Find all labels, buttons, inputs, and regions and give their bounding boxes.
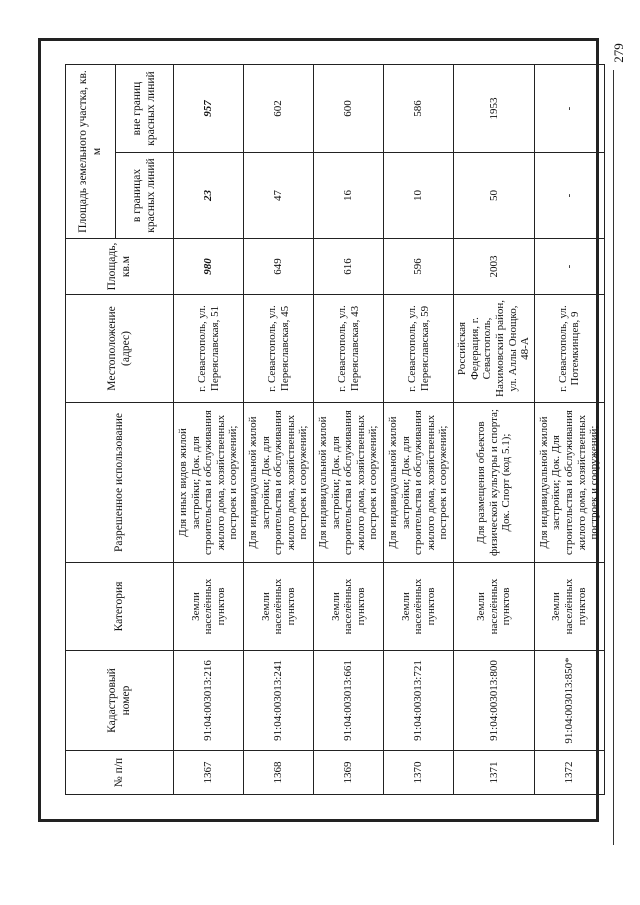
cell-category: Земли населённых пунктов (534, 563, 604, 651)
cell-area: 2003 (454, 239, 535, 295)
cell-category: Земли населённых пунктов (174, 563, 244, 651)
cell-num: 1368 (244, 751, 314, 795)
cell-area: 649 (244, 239, 314, 295)
cell-outside: 586 (384, 65, 454, 153)
cell-use: Для размещения объектов физической культуры и спорта; Док. Спорт (код 5.1); (454, 403, 535, 563)
cell-location: г. Севастополь, ул. Потемкинцев, 9 (534, 295, 604, 403)
cell-cadastral: 91:04:003013:800 (454, 651, 535, 751)
page-number: 279 (611, 43, 626, 63)
cell-outside: 600 (314, 65, 384, 153)
cell-use: Для индивидуальной жилой застройки; Док. Для строительства и обслуживания жилого дома, хозяйственных построек и сооружений; (534, 403, 604, 563)
right-margin-rule (613, 70, 614, 845)
cell-outside: - (534, 65, 604, 153)
cell-inside: 50 (454, 153, 535, 239)
cell-category: Земли населённых пунктов (314, 563, 384, 651)
cell-outside: 602 (244, 65, 314, 153)
cell-num: 1369 (314, 751, 384, 795)
cell-location: Российская Федерация, г. Севастополь, Нахимовский район, ул. Аллы Онощко, 48-А (454, 295, 535, 403)
cell-area: 980 (174, 239, 244, 295)
cell-area: 616 (314, 239, 384, 295)
header-category: Категория (66, 563, 174, 651)
header-inside: в границах красных линий (116, 153, 174, 239)
header-cadastral: Кадастровый номер (66, 651, 174, 751)
table-row (314, 65, 384, 795)
header-outside: вне границ красных линий (116, 65, 174, 153)
header-area: Площадь, кв.м (66, 239, 174, 295)
cell-use: Для индивидуальной жилой застройки; Док. для строительства и обслуживания жилого дома, хозяйственных построек и сооружений; (314, 403, 384, 563)
cell-num: 1372 (534, 751, 604, 795)
cell-cadastral: 91:04:003013:241 (244, 651, 314, 751)
cell-inside: 23 (174, 153, 244, 239)
table-row (384, 65, 454, 795)
cell-category: Земли населённых пунктов (384, 563, 454, 651)
cell-use: Для индивидуальной жилой застройки; Док. для строительства и обслуживания жилого дома, хозяйственных построек и сооружений; (244, 403, 314, 563)
cell-num: 1371 (454, 751, 535, 795)
land-plots-table (65, 64, 605, 795)
cell-cadastral: 91:04:003013:661 (314, 651, 384, 751)
cell-cadastral: 91:04:003013:850* (534, 651, 604, 751)
cell-inside: - (534, 153, 604, 239)
cell-location: г. Севастополь, ул. Переяславская, 43 (314, 295, 384, 403)
cell-inside: 16 (314, 153, 384, 239)
header-permitted-use: Разрешенное использование (66, 403, 174, 563)
header-plot-area: Площадь земельного участка, кв. м (66, 65, 116, 239)
cell-cadastral: 91:04:003013:216 (174, 651, 244, 751)
cell-location: г. Севастополь, ул. Переяславская, 59 (384, 295, 454, 403)
cell-cadastral: 91:04:003013:721 (384, 651, 454, 751)
table-row (244, 65, 314, 795)
cell-num: 1370 (384, 751, 454, 795)
cell-area: - (534, 239, 604, 295)
cell-category: Земли населённых пунктов (244, 563, 314, 651)
cell-category: Земли населённых пунктов (454, 563, 535, 651)
table-row (534, 65, 604, 795)
table-row (174, 65, 244, 795)
cell-outside: 957 (174, 65, 244, 153)
cell-num: 1367 (174, 751, 244, 795)
cell-location: г. Севастополь, ул. Переяславская, 45 (244, 295, 314, 403)
cell-inside: 47 (244, 153, 314, 239)
header-location: Местоположение (адрес) (66, 295, 174, 403)
table-row (454, 65, 535, 795)
cell-use: Для индивидуальной жилой застройки; Док. для строительства и обслуживания жилого дома, хозяйственных построек и сооружений; (384, 403, 454, 563)
header-num: № п/п (66, 751, 174, 795)
cell-inside: 10 (384, 153, 454, 239)
cell-outside: 1953 (454, 65, 535, 153)
rotated-table-wrapper (65, 65, 601, 795)
cell-use: Для иных видов жилой застройки; Док. для строительства и обслуживания жилого дома, хозяйственных построек и сооружений; (174, 403, 244, 563)
cell-area: 596 (384, 239, 454, 295)
cell-location: г. Севастополь, ул. Переяславская, 51 (174, 295, 244, 403)
